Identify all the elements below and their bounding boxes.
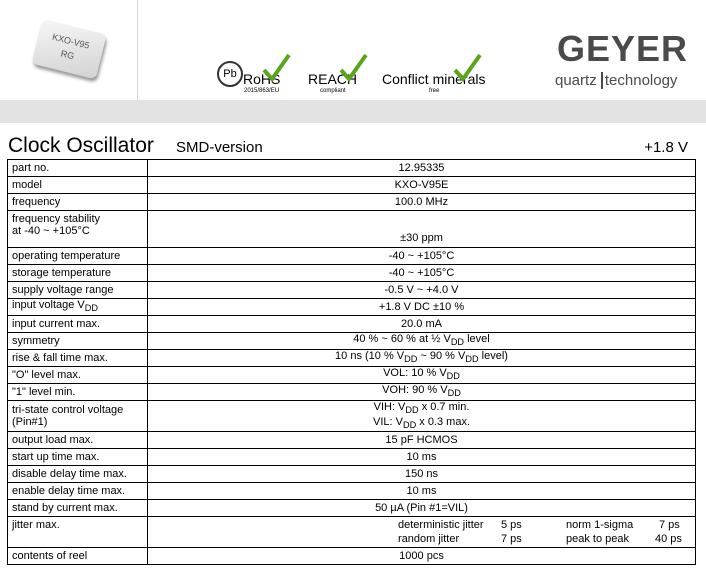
- table-row: [8, 401, 696, 432]
- spec-label: [8, 401, 148, 432]
- jitter-deterministic-label: deterministic jitter: [398, 519, 484, 532]
- table-row: [8, 500, 696, 517]
- value-text: level): [478, 350, 508, 363]
- table-row: [8, 483, 696, 500]
- spec-label: stand by current max.: [8, 500, 148, 517]
- conflict-minerals-label: Conflict minerals: [382, 71, 486, 87]
- spec-label: "1" level min.: [8, 384, 148, 401]
- spec-value: -40 ~ +105°C: [148, 248, 696, 265]
- spec-value: 1000 pcs: [148, 548, 696, 565]
- spec-label: [8, 211, 148, 248]
- table-row: [8, 517, 696, 548]
- reach-sub: compliant: [320, 88, 346, 94]
- spec-label: storage temperature: [8, 265, 148, 282]
- spec-value: [148, 333, 696, 350]
- spec-label: rise & fall time max.: [8, 350, 148, 367]
- spec-value: ±30 ppm: [148, 211, 696, 248]
- spec-value: 150 ns: [148, 466, 696, 483]
- value-subscript: DD: [402, 420, 417, 431]
- product-image: [0, 0, 138, 100]
- table-row: [8, 384, 696, 401]
- table-row: [8, 160, 696, 177]
- spec-value: +1.8 V DC ±10 %: [148, 299, 696, 316]
- brand-tagline: [555, 72, 677, 89]
- reach-label: REACH: [308, 71, 358, 87]
- jitter-peak-value: 40 ps: [655, 533, 682, 546]
- value-text: level: [464, 333, 490, 346]
- page-title: Clock Oscillator: [8, 134, 154, 157]
- value-subscript: DD: [447, 388, 461, 399]
- value-text: 10 ns (10 % V: [335, 350, 405, 363]
- jitter-norm-label: norm 1-sigma: [566, 519, 634, 532]
- jitter-norm-value: 7 ps: [659, 519, 680, 532]
- value-subscript: DD: [404, 354, 418, 365]
- spec-label: enable delay time max.: [8, 483, 148, 500]
- reach-badge: [308, 53, 368, 93]
- spec-label: operating temperature: [8, 248, 148, 265]
- spec-label: disable delay time max.: [8, 466, 148, 483]
- spec-value: 15 pF HCMOS: [148, 432, 696, 449]
- table-row: [8, 282, 696, 299]
- table-row: [8, 350, 696, 367]
- spec-value: [148, 384, 696, 401]
- spec-label: [8, 299, 148, 316]
- value-subscript: DD: [446, 371, 460, 382]
- rohs-label: RoHS: [243, 71, 281, 87]
- spec-value: KXO-V95E: [148, 177, 696, 194]
- tagline-left: quartz: [555, 72, 597, 89]
- table-row: [8, 367, 696, 384]
- table-row: [8, 432, 696, 449]
- tagline-right: technology: [601, 72, 678, 89]
- spec-value: [148, 401, 696, 432]
- table-row: [8, 177, 696, 194]
- spec-label: input current max.: [8, 316, 148, 333]
- table-row: [8, 548, 696, 565]
- table-row: [8, 248, 696, 265]
- spec-value: [148, 367, 696, 384]
- spec-label: model: [8, 177, 148, 194]
- value-text: x 0.3 max.: [416, 416, 470, 429]
- table-row: [8, 333, 696, 350]
- conflict-minerals-badge: [382, 53, 502, 93]
- value-text: VOH: 90 % V: [382, 384, 448, 397]
- jitter-deterministic-value: 5 ps: [501, 519, 522, 532]
- table-row: [8, 449, 696, 466]
- check-icon: [452, 53, 482, 83]
- brand-name: GEYER: [557, 28, 689, 69]
- title-bar: [0, 123, 706, 157]
- spec-label: supply voltage range: [8, 282, 148, 299]
- lead-free-icon: Pb: [217, 61, 243, 87]
- table-row: [8, 265, 696, 282]
- spec-label: jitter max.: [8, 517, 148, 548]
- supply-voltage-label: +1.8 V: [644, 139, 688, 156]
- table-row: [8, 194, 696, 211]
- spec-value: 10 ms: [148, 449, 696, 466]
- jitter-random-value: 7 ps: [501, 533, 522, 546]
- table-row: [8, 466, 696, 483]
- value-text: x 0.7 min.: [418, 401, 470, 413]
- value-subscript: DD: [405, 405, 419, 416]
- value-text: VIH: V: [373, 401, 406, 413]
- rohs-badge: [217, 53, 292, 93]
- spec-table: [7, 159, 696, 565]
- value-text: 40 % ~ 60 % at ½ V: [353, 333, 451, 346]
- jitter-random-label: random jitter: [398, 533, 460, 546]
- value-text: ~ 90 % V: [417, 350, 466, 363]
- table-row: [8, 316, 696, 333]
- spec-label: "O" level max.: [8, 367, 148, 384]
- spec-label: contents of reel: [8, 548, 148, 565]
- rohs-directive: 2015/863/EU: [244, 88, 280, 94]
- spec-label: output load max.: [8, 432, 148, 449]
- value-text: VIL: V: [373, 416, 403, 429]
- table-row: [8, 211, 696, 248]
- chip-marking-model: KXO-V95: [51, 31, 91, 51]
- label-subscript: DD: [84, 303, 99, 314]
- spec-value: -40 ~ +105°C: [148, 265, 696, 282]
- value-subscript: DD: [465, 354, 479, 365]
- label-text: input voltage V: [12, 299, 85, 312]
- spec-label: symmetry: [8, 333, 148, 350]
- header-divider-bar: [0, 100, 706, 123]
- check-icon: [338, 53, 368, 83]
- spec-value: 50 µA (Pin #1=VIL): [148, 500, 696, 517]
- oscillator-chip-image: [31, 19, 106, 80]
- header: [0, 0, 706, 100]
- spec-value: 20.0 mA: [148, 316, 696, 333]
- table-row: [8, 299, 696, 316]
- conflict-minerals-sub: free: [429, 88, 440, 94]
- spec-value: 10 ms: [148, 483, 696, 500]
- check-icon: [261, 53, 291, 83]
- jitter-values: [148, 517, 696, 548]
- value-subscript: DD: [450, 337, 465, 348]
- chip-marking-code: RG: [59, 48, 76, 62]
- page-subtitle: SMD-version: [176, 139, 263, 156]
- spec-value: -0.5 V ~ +4.0 V: [148, 282, 696, 299]
- spec-label-line2: at -40 ~ +105°C: [12, 225, 90, 237]
- value-text: VOL: 10 % V: [383, 367, 447, 380]
- spec-value: 100.0 MHz: [148, 194, 696, 211]
- spec-label: part no.: [8, 160, 148, 177]
- spec-label: start up time max.: [8, 449, 148, 466]
- spec-value: 12.95335: [148, 160, 696, 177]
- spec-label-line2: (Pin#1): [12, 416, 48, 429]
- spec-label-line1: tri-state control voltage: [12, 404, 124, 417]
- jitter-peak-label: peak to peak: [566, 533, 629, 546]
- spec-label: frequency: [8, 194, 148, 211]
- spec-value: [148, 350, 696, 367]
- spec-label-line1: frequency stability: [12, 213, 101, 225]
